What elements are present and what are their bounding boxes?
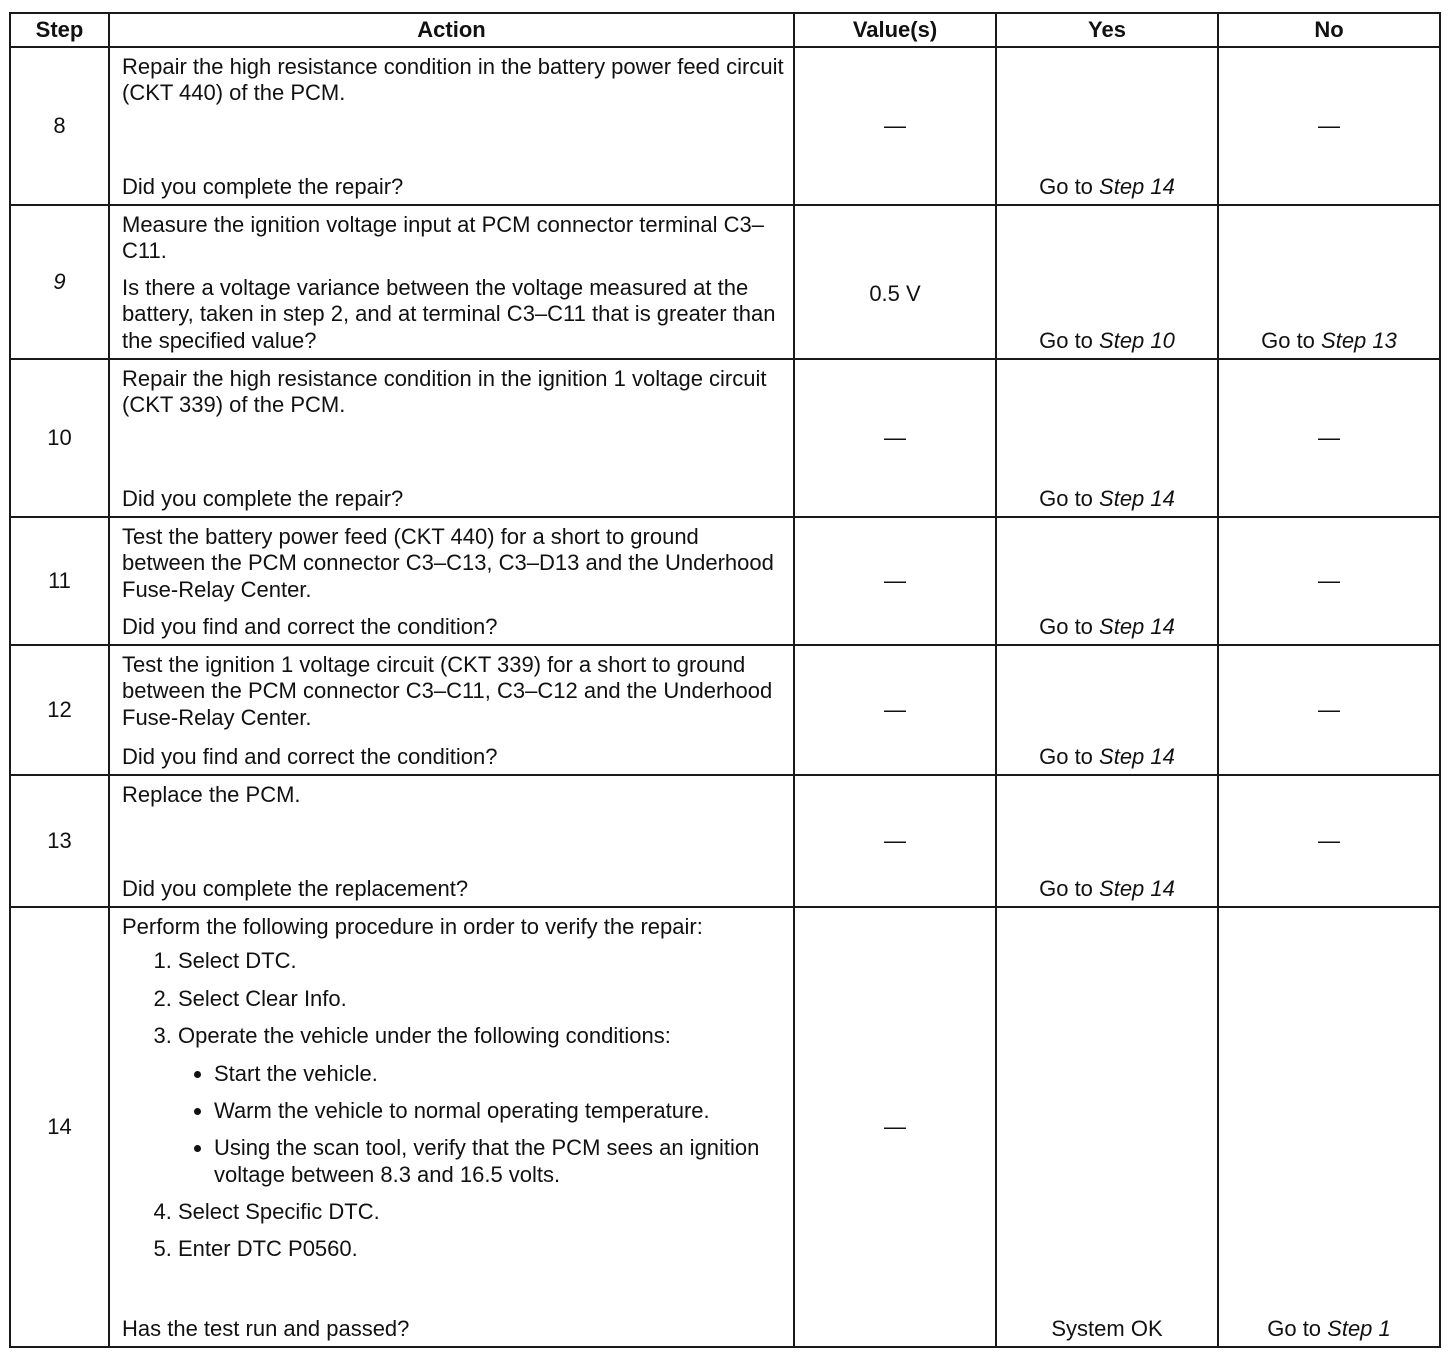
no-step-link: Step 1 <box>1327 1315 1391 1341</box>
action-question: Did you complete the repair? <box>122 173 404 199</box>
no-cell <box>1218 359 1440 517</box>
step-number: 8 <box>10 47 109 205</box>
value-text: 0.5 V <box>869 281 921 306</box>
step-number: 12 <box>10 645 109 775</box>
table-row <box>10 517 1440 645</box>
yes-cell <box>996 205 1218 359</box>
yes-step-link: Step 14 <box>1099 613 1175 639</box>
list-item: 2. Select Clear Info. <box>178 986 787 1012</box>
action-question: Did you complete the replacement? <box>122 875 469 901</box>
no-prefix: Go to <box>1267 1315 1328 1341</box>
no-text: — <box>1318 424 1340 450</box>
procedure-list <box>122 948 787 1263</box>
action-text: Repair the high resistance condition in the ignition 1 voltage circuit (CKT 339) of the PCM. <box>122 365 767 418</box>
list-item: 4. Select Specific DTC. <box>178 1199 787 1225</box>
table-row <box>10 907 1440 1347</box>
yes-prefix: Go to <box>1039 743 1100 769</box>
yes-prefix: Go to <box>1039 613 1100 639</box>
no-cell <box>1218 517 1440 645</box>
action-cell <box>109 47 794 205</box>
list-item: 1. Select DTC. <box>178 948 787 974</box>
yes-prefix: Go to <box>1039 174 1100 199</box>
action-text: Test the battery power feed (CKT 440) for a short to ground between the PCM connector C3–C13, C3–D13 and the Underhood Fuse-Relay Center. <box>122 523 774 602</box>
action-text: Perform the following procedure in order to verify the repair: <box>122 913 703 939</box>
list-item-text: Operate the vehicle under the following conditions: <box>178 1023 671 1049</box>
no-cell <box>1218 645 1440 775</box>
action-cell <box>109 775 794 907</box>
value-cell: — <box>794 517 996 645</box>
diagnostic-table <box>9 12 1441 1348</box>
no-prefix: Go to <box>1261 327 1322 353</box>
no-text: — <box>1318 696 1340 722</box>
action-question: Did you find and correct the condition? <box>122 743 498 769</box>
step-number: 13 <box>10 775 109 907</box>
no-cell <box>1218 907 1440 1347</box>
action-cell <box>109 517 794 645</box>
list-item: • Warm the vehicle to normal operating temperature. <box>214 1098 787 1124</box>
no-cell <box>1218 775 1440 907</box>
yes-cell <box>996 907 1218 1347</box>
header-values: Value(s) <box>794 13 996 47</box>
yes-step-link: Step 10 <box>1099 327 1175 353</box>
step-number: 10 <box>10 359 109 517</box>
yes-step-link: Step 14 <box>1099 485 1175 511</box>
action-cell <box>109 205 794 359</box>
header-row <box>10 13 1440 47</box>
value-cell: — <box>794 907 996 1347</box>
action-question: Has the test run and passed? <box>122 1315 410 1341</box>
list-item: • Using the scan tool, verify that the PCM sees an ignition voltage between 8.3 and 16.5 volts. <box>214 1135 787 1188</box>
step-number: 9 <box>10 205 109 359</box>
no-step-link: Step 13 <box>1321 327 1397 353</box>
table-row <box>10 775 1440 907</box>
header-action: Action <box>109 13 794 47</box>
condition-list <box>178 1061 787 1189</box>
step-number: 11 <box>10 517 109 645</box>
action-question: Did you find and correct the condition? <box>122 613 498 639</box>
yes-text: System OK <box>1051 1315 1163 1341</box>
list-item: • Start the vehicle. <box>214 1061 787 1087</box>
no-cell <box>1218 205 1440 359</box>
yes-cell <box>996 645 1218 775</box>
action-text: Test the ignition 1 voltage circuit (CKT 339) for a short to ground between the PCM connector C3–C11, C3–C12 and the Underhood Fuse-Relay Center. <box>122 651 773 730</box>
value-cell: — <box>794 47 996 205</box>
table-row <box>10 645 1440 775</box>
action-text: Repair the high resistance condition in the battery power feed circuit (CKT 440) of the PCM. <box>122 54 784 106</box>
yes-prefix: Go to <box>1039 875 1100 901</box>
value-cell: — <box>794 645 996 775</box>
yes-cell <box>996 775 1218 907</box>
yes-cell <box>996 517 1218 645</box>
action-text: Replace the PCM. <box>122 781 301 807</box>
yes-prefix: Go to <box>1039 327 1100 353</box>
no-text: — <box>1318 827 1340 853</box>
yes-step-link: Step 14 <box>1099 743 1175 769</box>
no-text: — <box>1318 567 1340 593</box>
value-cell: — <box>794 359 996 517</box>
list-item: 5. Enter DTC P0560. <box>178 1236 787 1262</box>
action-text: Measure the ignition voltage input at PCM connector terminal C3–C11. <box>122 212 765 264</box>
value-cell: — <box>794 775 996 907</box>
header-step: Step <box>10 13 109 47</box>
table-row <box>10 359 1440 517</box>
header-no: No <box>1218 13 1440 47</box>
yes-prefix: Go to <box>1039 485 1100 511</box>
action-cell <box>109 645 794 775</box>
value-cell <box>794 205 996 359</box>
yes-step-link: Step 14 <box>1099 174 1175 199</box>
step-number: 14 <box>10 907 109 1347</box>
yes-step-link: Step 14 <box>1099 875 1175 901</box>
no-text: — <box>1318 113 1340 138</box>
yes-cell <box>996 47 1218 205</box>
action-question: Is there a voltage variance between the voltage measured at the battery, taken in step 2, and at terminal C3–C11 that is greater than the specified value? <box>122 274 776 353</box>
action-cell <box>109 359 794 517</box>
action-cell <box>109 907 794 1347</box>
table-row <box>10 205 1440 359</box>
action-question: Did you complete the repair? <box>122 485 404 511</box>
yes-cell <box>996 359 1218 517</box>
list-item <box>178 1023 787 1188</box>
table-row <box>10 47 1440 205</box>
header-yes: Yes <box>996 13 1218 47</box>
no-cell <box>1218 47 1440 205</box>
